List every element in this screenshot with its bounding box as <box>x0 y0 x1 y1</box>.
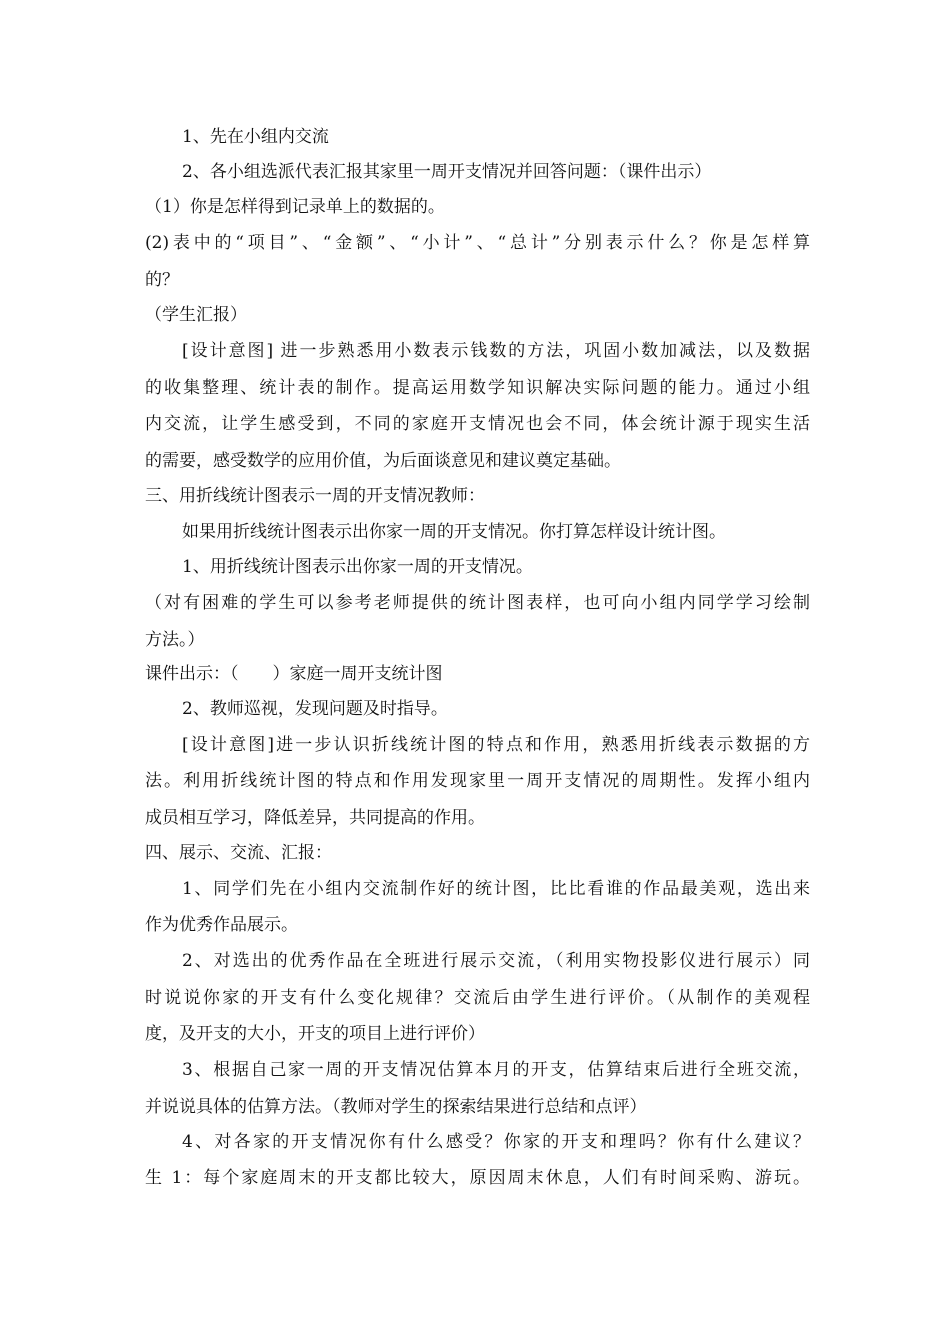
text-line: 度，及开支的大小，开支的项目上进行评价） <box>145 1024 485 1044</box>
text-line: 课件出示：（ ）家庭一周开支统计图 <box>145 664 443 684</box>
text-line: 2、对选出的优秀作品在全班进行展示交流，（利用实物投影仪进行展示）同 <box>182 951 810 971</box>
text-line: （学生汇报） <box>145 305 247 325</box>
text-line: （对有困难的学生可以参考老师提供的统计图表样，也可向小组内同学学习绘制 <box>145 593 810 613</box>
text-line: 内交流，让学生感受到，不同的家庭开支情况也会不同，体会统计源于现实生活 <box>145 414 810 434</box>
section-heading: 四、展示、交流、汇报： <box>145 843 332 863</box>
text-line: 1、先在小组内交流 <box>182 127 329 147</box>
text-line: (2)表中的“项目”、“金额”、“小计”、“总计”分别表示什么？你是怎样算 <box>145 233 810 253</box>
text-line: 3、根据自己家一周的开支情况估算本月的开支，估算结束后进行全班交流， <box>182 1060 810 1080</box>
text-line: [设计意图] 进一步熟悉用小数表示钱数的方法，巩固小数加减法，以及数据 <box>182 341 810 361</box>
text-line: 作为优秀作品展示。 <box>145 915 298 935</box>
text-line: 1、用折线统计图表示出你家一周的开支情况。 <box>182 557 533 577</box>
text-line: 时说说你家的开支有什么变化规律？交流后由学生进行评价。（从制作的美观程 <box>145 988 810 1008</box>
text-line: 2、教师巡视，发现问题及时指导。 <box>182 699 448 719</box>
text-line: 的收集整理、统计表的制作。提高运用数学知识解决实际问题的能力。通过小组 <box>145 378 810 398</box>
text-line: （1）你是怎样得到记录单上的数据的。 <box>145 197 445 217</box>
text-line: 1、同学们先在小组内交流制作好的统计图，比比看谁的作品最美观，选出来 <box>182 879 810 899</box>
text-line: 法。利用折线统计图的特点和作用发现家里一周开支情况的周期性。发挥小组内 <box>145 771 810 791</box>
text-line: 如果用折线统计图表示出你家一周的开支情况。你打算怎样设计统计图。 <box>182 522 726 542</box>
text-line: 4、对各家的开支情况你有什么感受？你家的开支和理吗？你有什么建议？ <box>182 1132 810 1152</box>
text-line: 的需要，感受数学的应用价值，为后面谈意见和建议奠定基础。 <box>145 451 621 471</box>
text-line: 的？ <box>145 270 179 290</box>
text-line: 2、各小组选派代表汇报其家里一周开支情况并回答问题：（课件出示） <box>182 162 712 182</box>
text-line: 成员相互学习，降低差异，共同提高的作用。 <box>145 808 485 828</box>
text-line: [设计意图]进一步认识折线统计图的特点和作用，熟悉用折线表示数据的方 <box>182 735 810 755</box>
text-line: 并说说具体的估算方法。（教师对学生的探索结果进行总结和点评） <box>145 1097 647 1117</box>
text-line: 方法。） <box>145 630 205 650</box>
text-line: 生 1：每个家庭周末的开支都比较大，原因周末休息，人们有时间采购、游玩。 <box>145 1168 810 1188</box>
section-heading: 三、用折线统计图表示一周的开支情况教师： <box>145 486 485 506</box>
